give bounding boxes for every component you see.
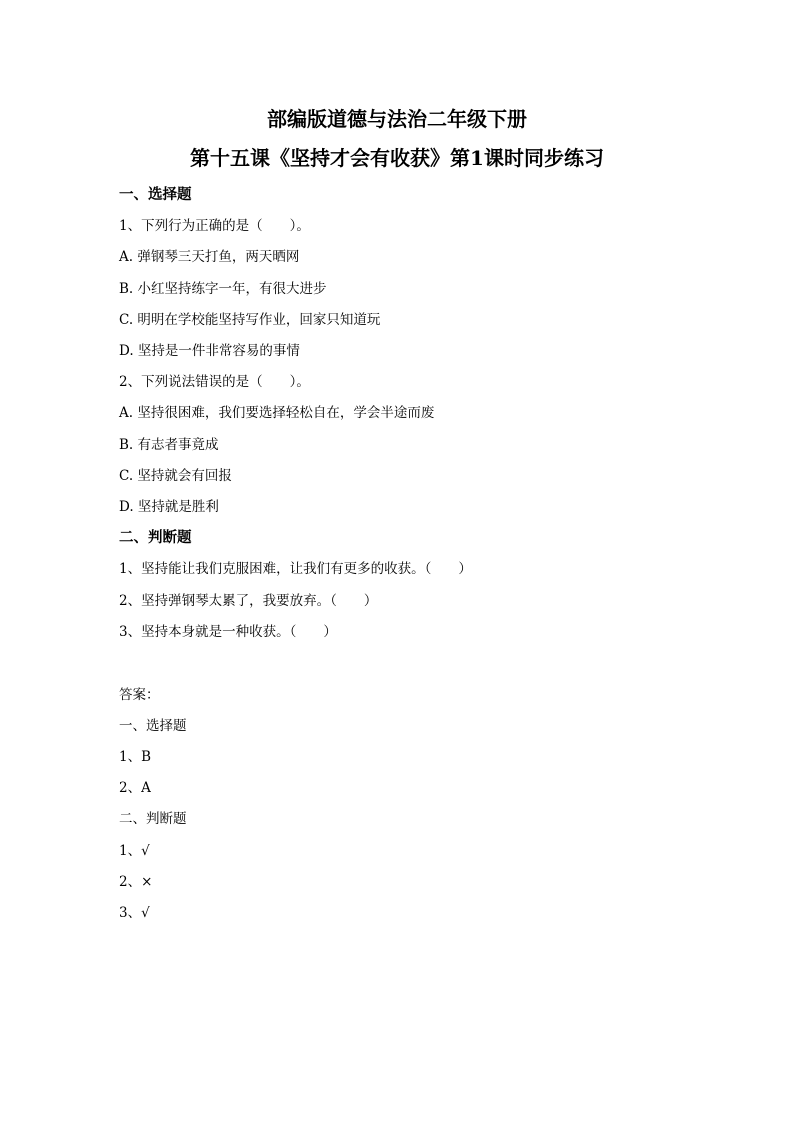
answers-section2-heading: 二、判断题 xyxy=(119,811,187,827)
judgment-item-2: 2、坚持弹钢琴太累了，我要放弃。（ ） xyxy=(119,593,378,609)
section-heading-judgment: 二、判断题 xyxy=(119,529,192,546)
question-1-option-d: D. 坚持是一件非常容易的事情 xyxy=(119,343,300,359)
question-1-option-c: C. 明明在学校能坚持写作业，回家只知道玩 xyxy=(119,312,381,328)
question-2-option-d: D. 坚持就是胜利 xyxy=(119,499,219,515)
answer-choice-1: 1、B xyxy=(119,749,152,765)
question-1-stem: 1、下列行为正确的是（ ）。 xyxy=(119,218,310,234)
answers-section1-heading: 一、选择题 xyxy=(119,718,187,734)
answer-judgment-2: 2、× xyxy=(119,874,153,890)
question-2-option-b: B. 有志者事竟成 xyxy=(119,437,219,453)
judgment-item-3: 3、坚持本身就是一种收获。（ ） xyxy=(119,624,337,640)
answer-judgment-3: 3、√ xyxy=(119,905,150,921)
document-title: 部编版道德与法治二年级下册 xyxy=(267,107,527,131)
question-2-option-c: C. 坚持就会有回报 xyxy=(119,468,232,484)
section-heading-choice: 一、选择题 xyxy=(119,186,192,203)
question-2-option-a: A. 坚持很困难，我们要选择轻松自在，学会半途而废 xyxy=(119,405,435,421)
question-2-stem: 2、下列说法错误的是（ ）。 xyxy=(119,374,310,390)
answer-judgment-1: 1、√ xyxy=(119,843,150,859)
document-subtitle: 第十五课《坚持才会有收获》第1课时同步练习 xyxy=(190,146,604,170)
question-1-option-a: A. 弹钢琴三天打鱼，两天晒网 xyxy=(119,249,300,265)
judgment-item-1: 1、坚持能让我们克服困难，让我们有更多的收获。（ ） xyxy=(119,561,472,577)
question-1-option-b: B. 小红坚持练字一年，有很大进步 xyxy=(119,281,327,297)
answers-label: 答案： xyxy=(119,687,160,703)
answer-choice-2: 2、A xyxy=(119,780,151,796)
